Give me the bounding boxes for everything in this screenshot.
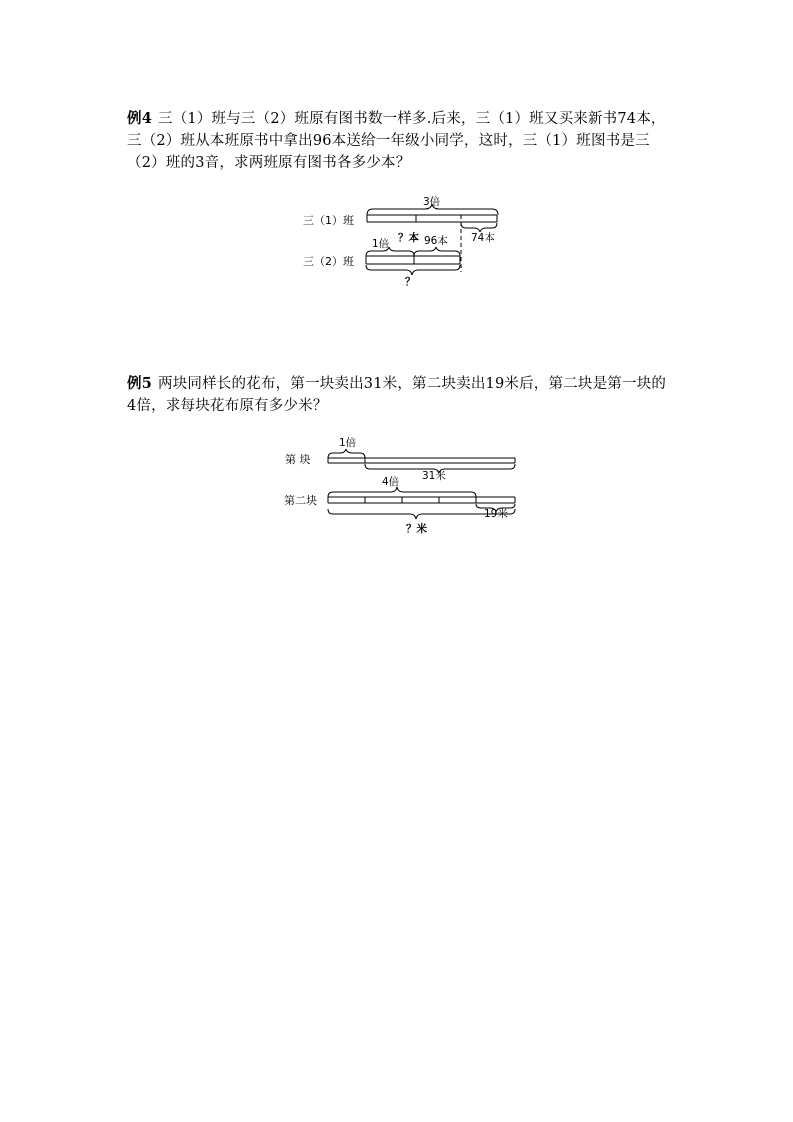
class-2-total-brace <box>366 265 460 275</box>
ben-96-brace <box>414 247 460 256</box>
times-3-brace <box>367 204 498 215</box>
piece-1-bar <box>328 458 515 463</box>
example-5-diagram <box>284 436 515 535</box>
times-1-brace-ex5 <box>328 449 365 458</box>
times-1-label-ex5: 1倍 <box>339 437 357 449</box>
ben-74-label: 74本 <box>471 232 495 244</box>
times-1-label: 1倍 <box>372 238 390 250</box>
ben-96-label: 96本 <box>424 235 448 247</box>
times-3-label: 3倍 <box>423 196 441 208</box>
class-1-bar <box>367 215 497 222</box>
q-label: ？ <box>405 276 416 288</box>
class-1-label: 三（1）班 <box>303 214 354 227</box>
q-ben-label: ？本 <box>398 232 419 244</box>
piece-2-label: 第二块 <box>284 494 317 507</box>
example-4-text: 三（1）班与三（2）班原有图书数一样多.后来，三（1）班又买来新书74本，三（2）班从本班原书中拿出96本送给一年级小同学，这时，三（1）班图书是三（2）班的3音，求两班原有图书各多少本？ <box>127 111 666 171</box>
m-19-label: 19米 <box>484 508 508 520</box>
class-2-label: 三（2）班 <box>303 255 354 268</box>
m-31-label: 31米 <box>422 470 446 482</box>
example-5-text: 两块同样长的花布，第一块卖出31米，第二块卖出19米后，第二块是第一块的4倍，求每块花布原有多少米？ <box>127 376 667 414</box>
example-5-label: 例5 <box>127 375 152 392</box>
example-4-label: 例4 <box>127 110 152 127</box>
example-4-diagram <box>303 195 498 288</box>
q-m-label: ？米 <box>406 523 427 535</box>
ben-74-brace <box>461 223 497 232</box>
times-4-brace <box>328 487 476 497</box>
piece-2-bar <box>328 497 515 503</box>
piece-1-label: 第 块 <box>285 453 311 466</box>
class-2-bar <box>366 256 460 264</box>
times-4-label: 4倍 <box>382 476 400 488</box>
